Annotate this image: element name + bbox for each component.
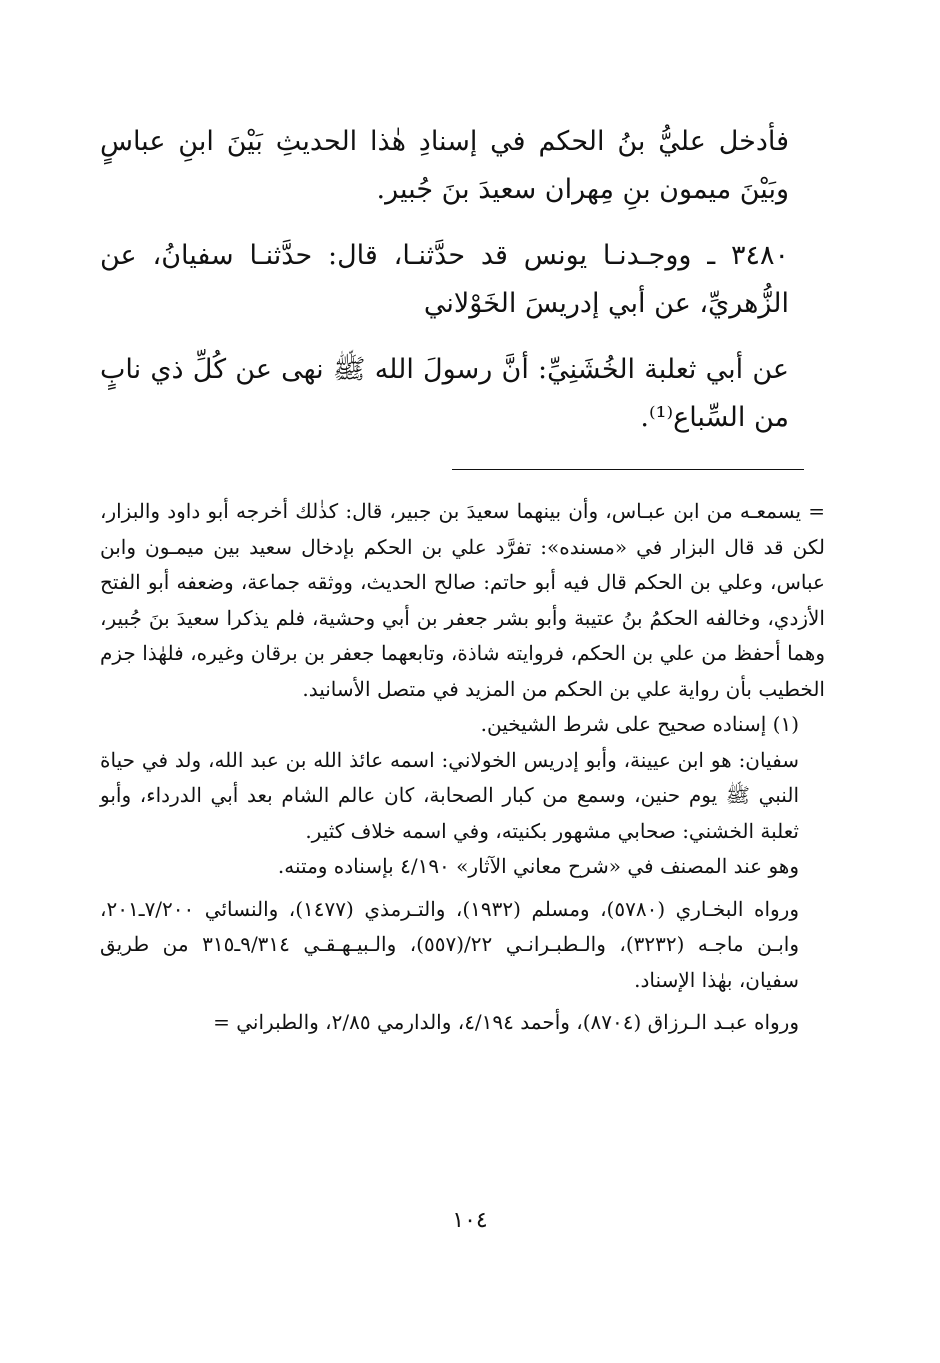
footnote-1-narrators: سفيان: هو ابن عيينة، وأبو إدريس الخولاني: اسمه عائذ الله بن عبد الله، ولد في حياة النبي ﷺ يوم حنين، وسمع من كبار الصحابة، كان عالم الشام بعد أبي الدرداء، وأبو ثعلبة الخشني: صحابي مشهور بكنيته، وفي اسمه خلاف كثير. xyxy=(100,747,799,843)
hadith-3480-text: عن أبي ثعلبة الخُشَنِيِّ: أنَّ رسولَ الله ﷺ نهى عن كُلِّ ذي نابٍ من السِّباع⁽¹⁾. xyxy=(100,354,789,433)
footnotes xyxy=(100,494,825,1041)
main-paragraph-1: فأدخل عليُّ بنُ الحكم في إسنادِ هٰذا الحديثِ بَيْنَ ابنِ عباسٍ وبَيْنَ ميمون بنِ مِهران سعيدَ بنَ جُبير. xyxy=(100,126,789,205)
page-number: ١٠٤ xyxy=(452,1208,488,1233)
main-text xyxy=(100,118,815,442)
hadith-3480-chain: ٣٤٨٠ ـ ووجـدنـا يونس قد حدَّثنـا، قال: حدَّثنـا سفيانُ، عن الزُّهريِّ، عن أبي إدريسَ الخَوْلاني xyxy=(100,240,789,319)
footnote-1: (١) إسناده صحيح على شرط الشيخين. xyxy=(480,712,799,736)
footnote-1-references: ورواه البخـاري (٥٧٨٠)، ومسلم (١٩٣٢)، والتـرمذي (١٤٧٧)، والنسائي ٧/٢٠٠ـ٢٠١، وابـن ماجـه (٣٢٣٢)، والـطبـرانـي ٢٢/(٥٥٧)، والـبيـهـقـي ٩/٣١٤ـ٣١٥ من طريق سفيان، بهٰذا الإسناد. xyxy=(100,896,799,992)
footnote-1-source: وهو عند المصنف في «شرح معاني الآثار» ٤/١٩٠ بإسناده ومتنه. xyxy=(277,854,799,878)
footnote-continuation: = يسمعـه من ابن عبـاس، وأن بينهما سعيدَ بن جبير، قال: كذٰلك أخرجه أبو داود والبزار، لكن قد قال البزار في «مسنده»: تفرَّد علي بن الحكم بإدخال سعيد بين ميمـون وابن عباس، وعلي بن الحكم قال فيه أبو حاتم: صالح الحديث، ووثقه جماعة، وضعفه أبو الفتح الأزدي، وخالفه الحكمُ بنُ عتيبة وأبو بشر جعفر بن أبي وحشية، فلم يذكرا سعيدَ بنَ جُبير، وهما أحفظ من علي بن الحكم، فروايته شاذة، وتابعهما جعفر بن برقان وغيره، فلهٰذا جزم الخطيب بأن رواية علي بن الحكم من المزيد في متصل الأسانيد. xyxy=(100,499,825,701)
footnote-1-more-references: ورواه عبـد الـرزاق (٨٧٠٤)، وأحمد ٤/١٩٤، والدارمي ٢/٨٥، والطبراني = xyxy=(213,1010,799,1034)
footnote-separator xyxy=(452,469,804,470)
